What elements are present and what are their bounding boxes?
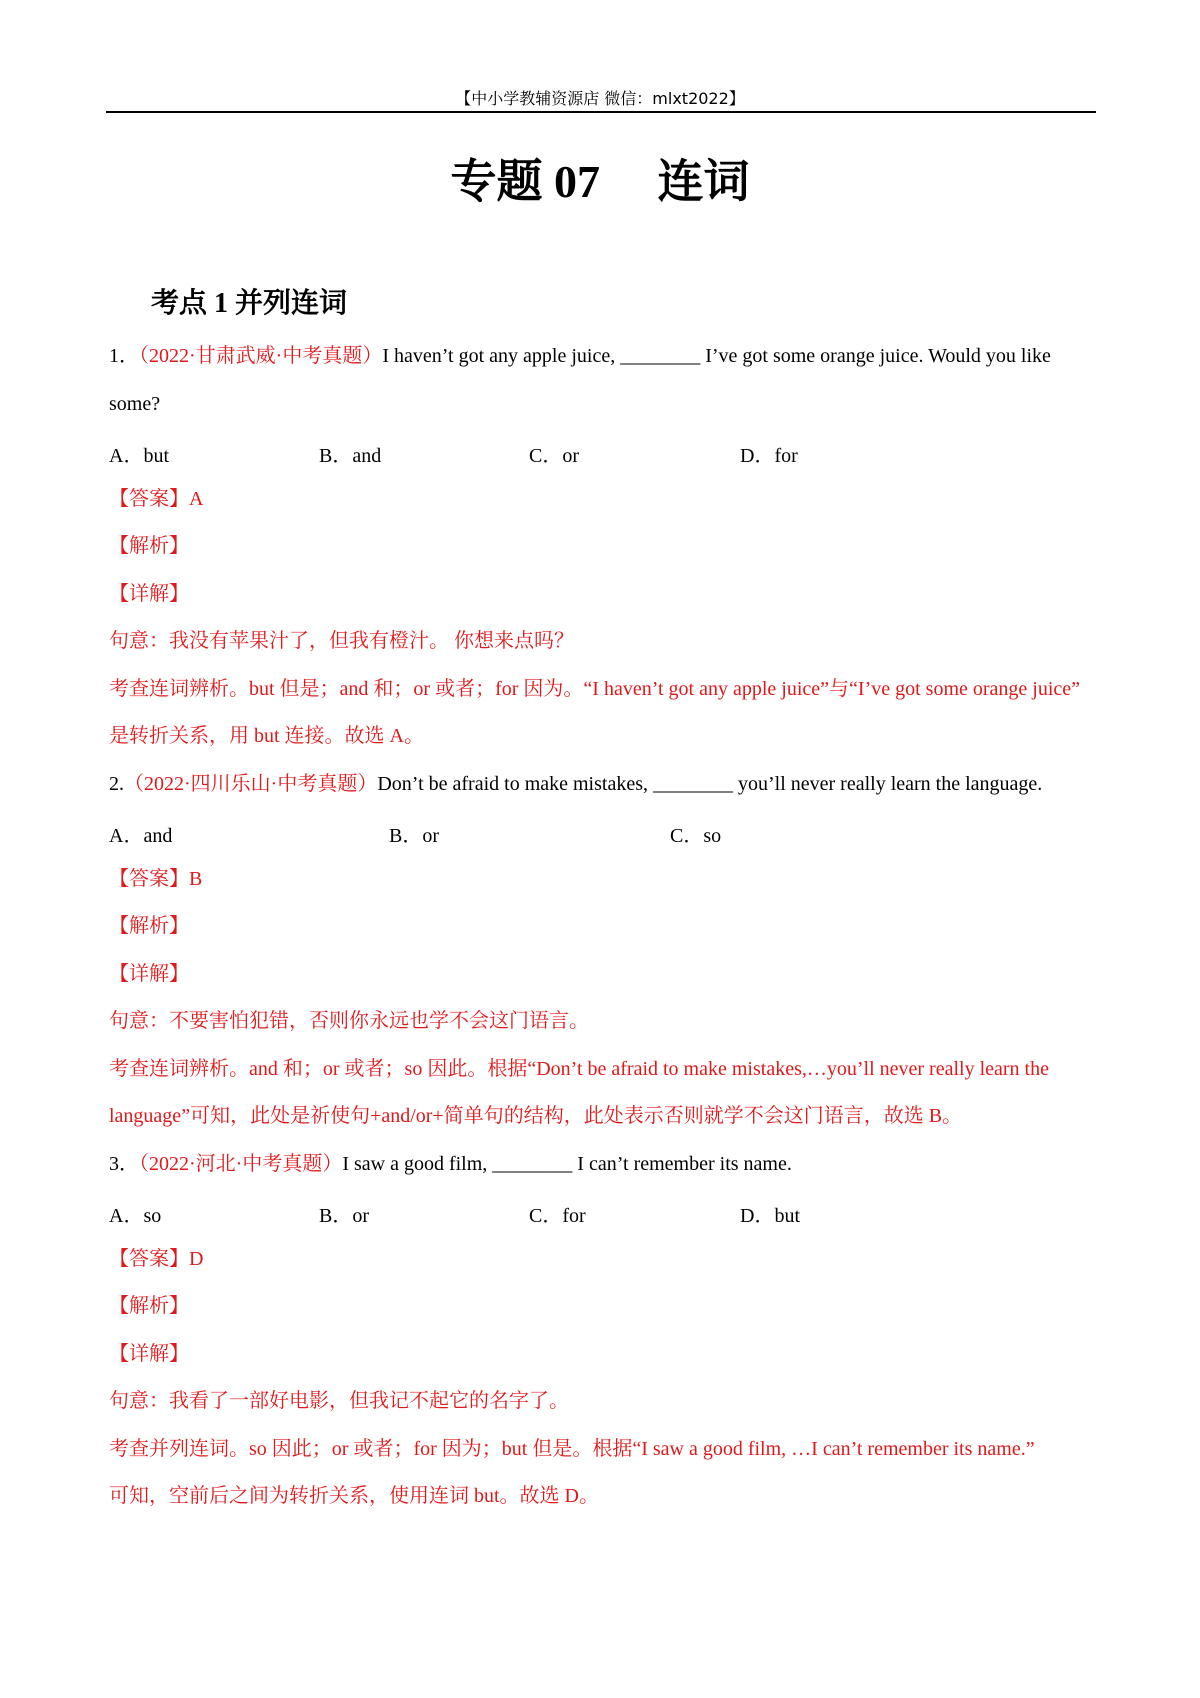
question-number: 1． bbox=[109, 345, 139, 367]
option-b: B．or bbox=[389, 825, 439, 847]
question-2-stem bbox=[109, 772, 1097, 796]
question-1-stem bbox=[109, 344, 1097, 368]
option-c: C．so bbox=[670, 825, 722, 847]
detail-label: 【详解】 bbox=[109, 963, 189, 985]
question-text: Don’t be afraid to make mistakes, ________ you’ll never really learn the language. bbox=[377, 773, 1043, 795]
analysis-label: 【解析】 bbox=[109, 535, 189, 557]
sentence-meaning: 句意：我没有苹果汁了，但我有橙汁。 你想来点吗？ bbox=[109, 630, 574, 652]
analysis-label: 【解析】 bbox=[109, 915, 189, 937]
option-d: D．for bbox=[740, 445, 798, 467]
option-a: A．but bbox=[109, 445, 169, 467]
answer-label: 【答案】D bbox=[109, 1248, 204, 1270]
section-heading: 考点 1 并列连词 bbox=[151, 288, 348, 319]
explanation-line-2: 是转折关系，用 but 连接。故选 A。 bbox=[109, 725, 424, 747]
explanation-line-2: language”可知，此处是祈使句+and/or+简单句的结构，此处表示否则就学不会这门语言，故选 B。 bbox=[109, 1105, 963, 1127]
explanation-line-1: 考查并列连词。so 因此；or 或者；for 因为；but 但是。根据“I saw a good film, …I can’t remember its name.” bbox=[109, 1438, 1035, 1460]
option-c: C．for bbox=[529, 1205, 586, 1227]
question-source: （2022·甘肃武威·中考真题） bbox=[139, 345, 383, 367]
option-a: A．so bbox=[109, 1205, 162, 1227]
question-1-stem-continued: some? bbox=[109, 393, 161, 415]
option-b: B．or bbox=[319, 1205, 369, 1227]
question-text: I saw a good film, ________ I can’t remember its name. bbox=[342, 1153, 792, 1175]
question-number: 3． bbox=[109, 1153, 139, 1175]
page-header: 【中小学教辅资源店 微信：mlxt2022】 bbox=[455, 89, 745, 108]
answer-label: 【答案】A bbox=[109, 488, 204, 510]
question-number: 2. bbox=[109, 773, 124, 795]
detail-label: 【详解】 bbox=[109, 1343, 189, 1365]
page-title: 专题 07 连词 bbox=[450, 156, 750, 207]
explanation-line-1: 考查连词辨析。but 但是；and 和；or 或者；for 因为。“I haven’t got any apple juice”与“I’ve got some orange juice” bbox=[109, 678, 1081, 700]
question-source: （2022·四川乐山·中考真题） bbox=[124, 773, 378, 795]
question-text: I haven’t got any apple juice, ________ I’ve got some orange juice. Would you like bbox=[382, 345, 1051, 367]
header-divider bbox=[106, 111, 1096, 113]
option-c: C．or bbox=[529, 445, 579, 467]
question-3-stem bbox=[109, 1152, 1097, 1176]
sentence-meaning: 句意：我看了一部好电影，但我记不起它的名字了。 bbox=[109, 1390, 569, 1412]
option-d: D．but bbox=[740, 1205, 800, 1227]
answer-label: 【答案】B bbox=[109, 868, 203, 890]
analysis-label: 【解析】 bbox=[109, 1295, 189, 1317]
question-source: （2022·河北·中考真题） bbox=[139, 1153, 343, 1175]
option-b: B．and bbox=[319, 445, 382, 467]
detail-label: 【详解】 bbox=[109, 583, 189, 605]
explanation-line-1: 考查连词辨析。and 和；or 或者；so 因此。根据“Don’t be afraid to make mistakes,…you’ll never really learn the bbox=[109, 1058, 1049, 1080]
option-a: A．and bbox=[109, 825, 173, 847]
explanation-line-2: 可知，空前后之间为转折关系，使用连词 but。故选 D。 bbox=[109, 1485, 599, 1507]
sentence-meaning: 句意：不要害怕犯错，否则你永远也学不会这门语言。 bbox=[109, 1010, 589, 1032]
